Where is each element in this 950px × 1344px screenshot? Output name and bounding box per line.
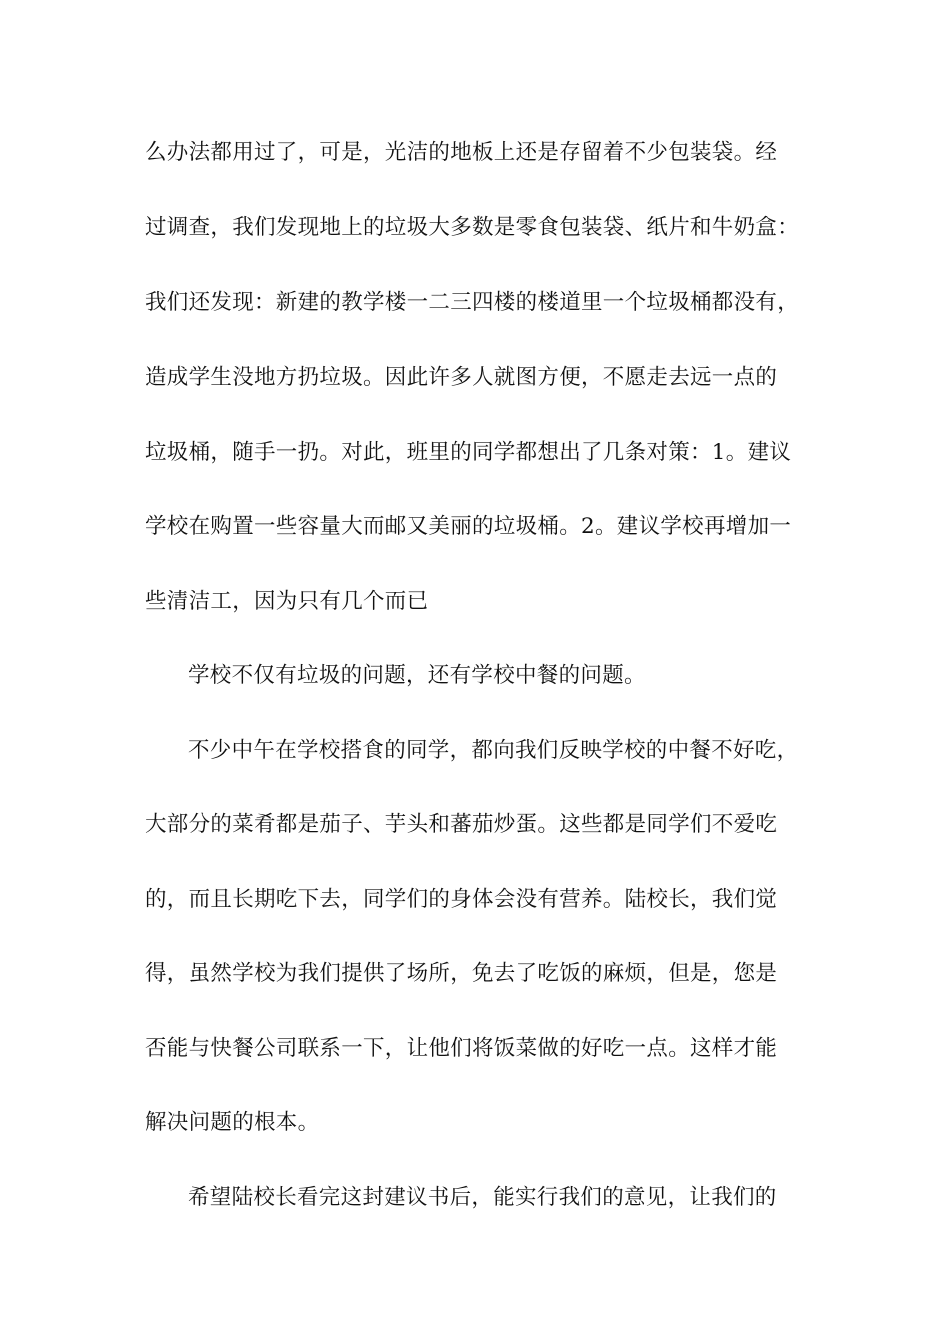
text-line: 的，而且长期吃下去，同学们的身体会没有营养。陆校长，我们觉 [145,887,778,912]
paragraph-first-line: 不少中午在学校搭食的同学，都向我们反映学校的中餐不好吃， [188,738,799,763]
paragraph-first-line: 学校不仅有垃圾的问题，还有学校中餐的问题。 [188,663,646,688]
text-line: 么办法都用过了，可是，光洁的地板上还是存留着不少包装袋。经 [145,140,778,165]
text-line: 大部分的菜肴都是茄子、芋头和蕃茄炒蛋。这些都是同学们不爱吃 [145,812,778,837]
text-line: 得，虽然学校为我们提供了场所，免去了吃饭的麻烦，但是，您是 [145,961,778,986]
text-line: 造成学生没地方扔垃圾。因此许多人就图方便，不愿走去远一点的 [145,365,778,390]
text-line: 垃圾桶，随手一扔。对此，班里的同学都想出了几条对策：1。建议 [145,440,792,465]
text-line: 解决问题的根本。 [145,1110,320,1135]
text-line: 学校在购置一些容量大而邮又美丽的垃圾桶。2。建议学校再增加一 [145,514,792,539]
text-line: 些清洁工，因为只有几个而已 [145,589,429,614]
text-line: 过调查，我们发现地上的垃圾大多数是零食包装袋、纸片和牛奶盒： [145,215,800,240]
text-line: 否能与快餐公司联系一下，让他们将饭菜做的好吃一点。这样才能 [145,1036,778,1061]
paragraph-first-line: 希望陆校长看完这封建议书后，能实行我们的意见，让我们的 [188,1185,777,1210]
text-line: 我们还发现：新建的教学楼一二三四楼的楼道里一个垃圾桶都没有， [145,290,800,315]
